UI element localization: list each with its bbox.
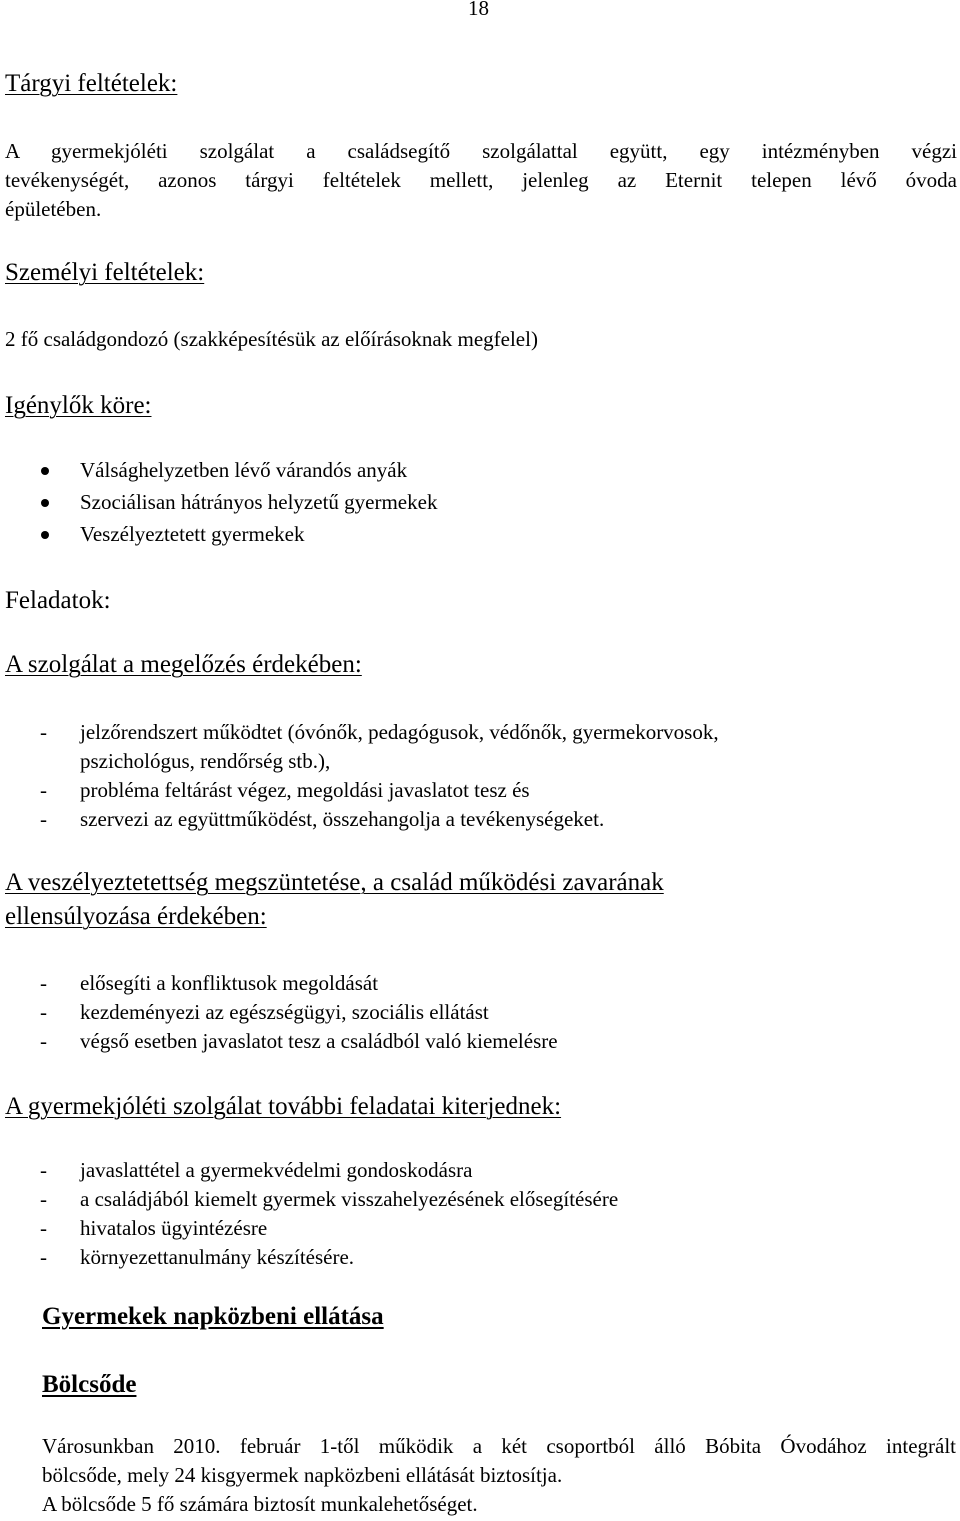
list-item: jelzőrendszert működtet (óvónők, pedagógusok, védőnők, gyermekorvosok, [80, 720, 719, 744]
list-item: végső esetben javaslatot tesz a családból való kiemelésre [80, 1029, 558, 1053]
section-heading-targyi: Tárgyi feltételek: [5, 70, 178, 97]
dash-marker: - [40, 1187, 47, 1211]
dash-marker: - [40, 971, 47, 995]
section-heading-feladatok: Feladatok: [5, 587, 111, 614]
paragraph-line: épületében. [5, 197, 102, 221]
list-item: hivatalos ügyintézésre [80, 1216, 268, 1240]
section-heading-bolcsode: Bölcsőde [42, 1371, 137, 1398]
list-item-continuation: pszichológus, rendőrség stb.), [80, 749, 331, 773]
list-item: javaslattétel a gyermekvédelmi gondoskodásra [80, 1158, 473, 1182]
section-heading-napkozbeni: Gyermekek napközbeni ellátása [42, 1303, 384, 1330]
list-item: Veszélyeztetett gyermekek [80, 522, 305, 546]
list-item: probléma feltárást végez, megoldási javaslatot tesz és [80, 778, 530, 802]
list-item: a családjából kiemelt gyermek visszahelyezésének elősegítésére [80, 1187, 619, 1211]
bullet-icon [41, 499, 49, 507]
list-item: Szociálisan hátrányos helyzetű gyermekek [80, 490, 438, 514]
paragraph-line: A gyermekjóléti szolgálat a családsegítő szolgálattal együtt, egy intézményben végzi [5, 139, 957, 163]
page-number: 18 [468, 0, 489, 20]
dash-marker: - [40, 1216, 47, 1240]
dash-marker: - [40, 1245, 47, 1269]
dash-marker: - [40, 807, 47, 831]
dash-marker: - [40, 778, 47, 802]
section-heading-veszely: A veszélyeztetettség megszüntetése, a család működési zavarának [5, 869, 664, 896]
paragraph-line: tevékenységét, azonos tárgyi feltételek mellett, jelenleg az Eternit telepen lévő óvoda [5, 168, 957, 192]
list-item: kezdeményezi az egészségügyi, szociális ellátást [80, 1000, 489, 1024]
dash-marker: - [40, 720, 47, 744]
section-heading-megelozes: A szolgálat a megelőzés érdekében: [5, 651, 362, 678]
list-item: környezettanulmány készítésére. [80, 1245, 355, 1269]
list-item: szervezi az együttműködést, összehangolja a tevékenységeket. [80, 807, 605, 831]
paragraph-line: Városunkban 2010. február 1-től működik a két csoportból álló Bóbita Óvodához integrált [42, 1434, 956, 1458]
dash-marker: - [40, 1029, 47, 1053]
paragraph-line: bölcsőde, mely 24 kisgyermek napközbeni ellátását biztosítja. [42, 1463, 563, 1487]
section-heading-veszely-cont: ellensúlyozása érdekében: [5, 903, 267, 930]
paragraph-line: A bölcsőde 5 fő számára biztosít munkalehetőséget. [42, 1492, 478, 1516]
section-heading-tovabbi: A gyermekjóléti szolgálat további feladatai kiterjednek: [5, 1093, 562, 1120]
section-heading-szemelyi: Személyi feltételek: [5, 259, 205, 286]
dash-marker: - [40, 1000, 47, 1024]
section-heading-igenylok: Igénylők köre: [5, 392, 152, 419]
list-item: Válsághelyzetben lévő várandós anyák [80, 458, 408, 482]
paragraph-line: 2 fő családgondozó (szakképesítésük az előírásoknak megfelel) [5, 327, 538, 351]
list-item: elősegíti a konfliktusok megoldását [80, 971, 379, 995]
dash-marker: - [40, 1158, 47, 1182]
bullet-icon [41, 467, 49, 475]
bullet-icon [41, 531, 49, 539]
